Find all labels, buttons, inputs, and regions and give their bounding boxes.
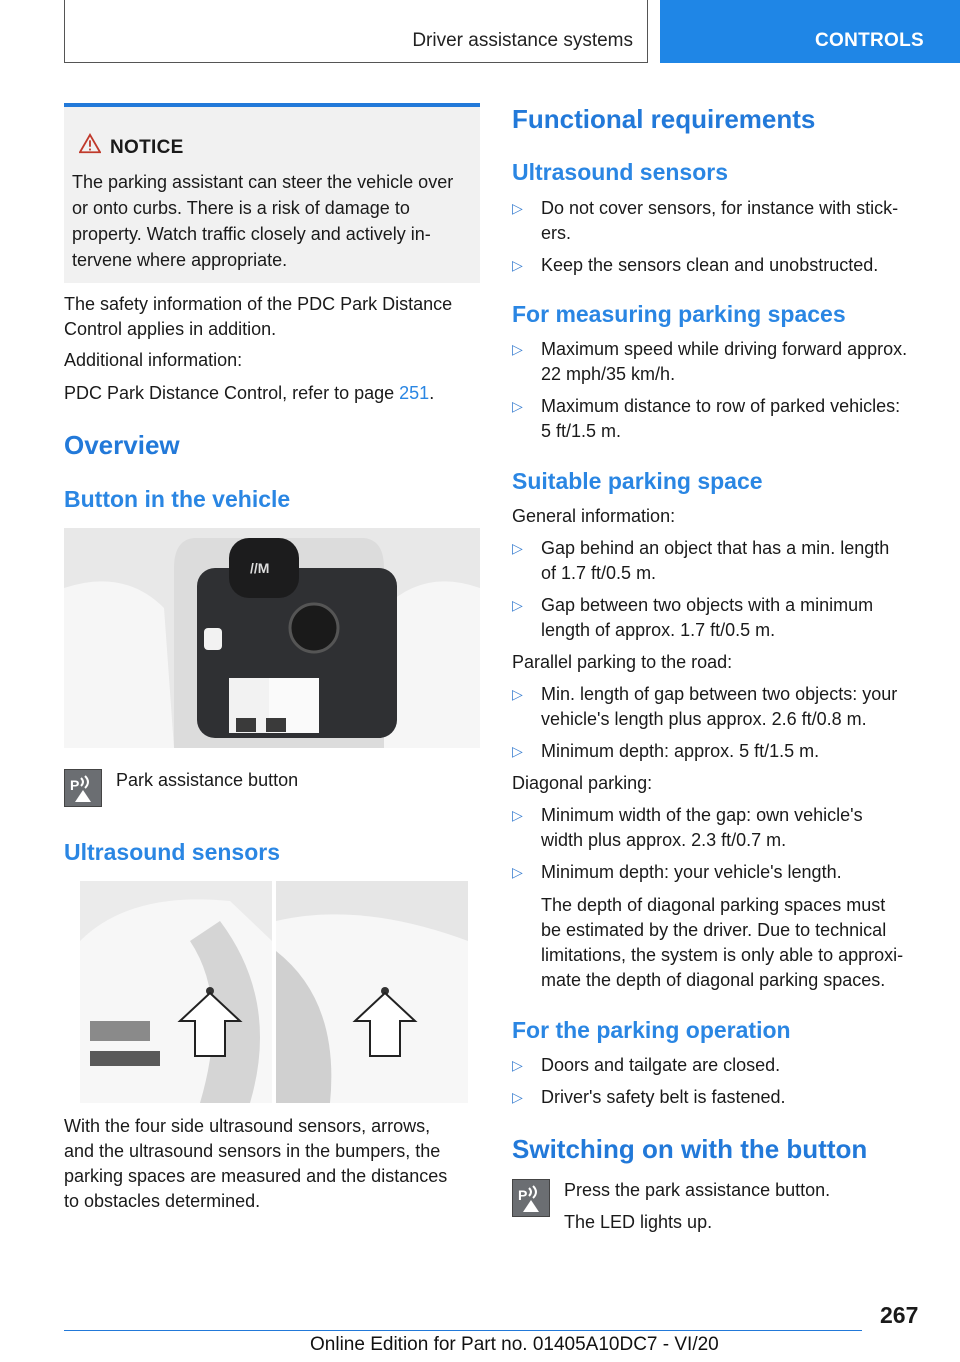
pdc-ref-text: PDC Park Distance Control, refer to page bbox=[64, 383, 400, 403]
text-line: The LED lights up. bbox=[564, 1212, 713, 1232]
text-line: Driver's safety belt is fastened. bbox=[541, 1087, 786, 1107]
ultrasound-sensors-image bbox=[80, 881, 468, 1103]
pdc-reference bbox=[64, 381, 434, 406]
bullet-triangle-icon: ▷ bbox=[512, 1089, 523, 1105]
bullet-triangle-icon: ▷ bbox=[512, 743, 523, 759]
text-line: mate the depth of diagonal parking spaces. bbox=[541, 970, 886, 990]
button-in-vehicle-heading: Button in the vehicle bbox=[64, 486, 291, 512]
bullet-triangle-icon: ▷ bbox=[512, 200, 523, 216]
diagonal-depth-note bbox=[541, 893, 932, 993]
suitable-parking-space-heading: Suitable parking space bbox=[512, 468, 763, 494]
text-line: 5 ft/1.5 m. bbox=[541, 421, 622, 441]
text-line: 22 mph/35 km/h. bbox=[541, 364, 676, 384]
svg-text://M: //M bbox=[250, 560, 270, 576]
switching-on-heading: Switching on with the button bbox=[512, 1134, 868, 1164]
page-link-251[interactable]: 251 bbox=[399, 383, 430, 403]
header-section-box bbox=[64, 0, 648, 63]
notice-line: tervene where appropriate. bbox=[72, 250, 288, 270]
text-line: of 1.7 ft/0.5 m. bbox=[541, 563, 657, 583]
text-line: Minimum depth: your vehicle's length. bbox=[541, 862, 842, 882]
page-number: 267 bbox=[880, 1302, 919, 1328]
footer-divider bbox=[64, 1330, 862, 1331]
center-console-image bbox=[64, 528, 480, 748]
text-line: The safety information of the PDC Park Distance bbox=[64, 294, 453, 314]
text-line: Min. length of gap between two objects: your bbox=[541, 684, 898, 704]
header-section-title: Driver assistance systems bbox=[412, 30, 633, 51]
center-console-illustration bbox=[64, 528, 480, 748]
text-line: Maximum speed while driving forward approx. bbox=[541, 339, 908, 359]
text-line: Press the park assistance button. bbox=[564, 1180, 831, 1200]
park-assist-symbol bbox=[513, 1180, 549, 1216]
text-line: Keep the sensors clean and unobstructed. bbox=[541, 255, 879, 275]
bullet-triangle-icon: ▷ bbox=[512, 398, 523, 414]
header-chapter-title: CONTROLS bbox=[815, 30, 925, 51]
text-line: be estimated by the driver. Due to technical bbox=[541, 920, 887, 940]
bullet-triangle-icon: ▷ bbox=[512, 341, 523, 357]
park-assist-symbol bbox=[65, 770, 101, 806]
notice-line: property. Watch traffic closely and actively in‐ bbox=[72, 224, 431, 244]
bullet-triangle-icon: ▷ bbox=[512, 864, 523, 880]
vehicle-sensor-illustration bbox=[80, 881, 468, 1103]
measuring-parking-spaces-heading: For measuring parking spaces bbox=[512, 301, 846, 327]
park-assistance-button-caption: Park assistance button bbox=[116, 770, 299, 790]
text-line: to obstacles determined. bbox=[64, 1191, 261, 1211]
additional-info-label: Additional information: bbox=[64, 350, 243, 370]
ultrasound-description bbox=[64, 1114, 447, 1214]
text-line: The depth of diagonal parking spaces must bbox=[541, 895, 886, 915]
park-assistance-button-icon bbox=[512, 1179, 550, 1217]
safety-info-paragraph bbox=[64, 292, 452, 342]
text-line: Gap between two objects with a minimum bbox=[541, 595, 874, 615]
functional-requirements-heading: Functional requirements bbox=[512, 104, 816, 134]
text-line: Control applies in addition. bbox=[64, 319, 277, 339]
text-line: Minimum depth: approx. 5 ft/1.5 m. bbox=[541, 741, 820, 761]
notice-text bbox=[72, 169, 476, 273]
general-info-label: General information: bbox=[512, 506, 676, 526]
park-assistance-button-icon bbox=[64, 769, 102, 807]
text-line: Do not cover sensors, for instance with stick‐ bbox=[541, 198, 899, 218]
text-line: ers. bbox=[541, 223, 572, 243]
notice-box bbox=[64, 103, 480, 283]
notice-title: NOTICE bbox=[110, 137, 184, 158]
svg-text:P: P bbox=[518, 1187, 528, 1203]
text-line: Maximum distance to row of parked vehicles: bbox=[541, 396, 901, 416]
text-line: width plus approx. 2.3 ft/0.7 m. bbox=[541, 830, 787, 850]
overview-heading: Overview bbox=[64, 430, 180, 460]
ultrasound-sensors-heading-right: Ultrasound sensors bbox=[512, 159, 728, 185]
text-line: vehicle's length plus approx. 2.6 ft/0.8 m. bbox=[541, 709, 867, 729]
text-line: limitations, the system is only able to approxi‐ bbox=[541, 945, 904, 965]
text-line: Gap behind an object that has a min. length bbox=[541, 538, 890, 558]
bullet-triangle-icon: ▷ bbox=[512, 257, 523, 273]
text-line: parking spaces are measured and the distances bbox=[64, 1166, 448, 1186]
switch-on-instructions bbox=[564, 1178, 830, 1235]
text-line: length of approx. 1.7 ft/0.5 m. bbox=[541, 620, 776, 640]
ultrasound-sensors-heading-left: Ultrasound sensors bbox=[64, 839, 280, 865]
pdc-ref-suffix: . bbox=[429, 383, 435, 403]
bullet-triangle-icon: ▷ bbox=[512, 597, 523, 613]
bullet-triangle-icon: ▷ bbox=[512, 686, 523, 702]
header-chapter-tab bbox=[660, 0, 960, 63]
svg-text:P: P bbox=[70, 777, 80, 793]
diagonal-parking-label: Diagonal parking: bbox=[512, 773, 653, 793]
text-line: Doors and tailgate are closed. bbox=[541, 1055, 781, 1075]
notice-line: The parking assistant can steer the vehicle over bbox=[72, 172, 454, 192]
bullet-triangle-icon: ▷ bbox=[512, 807, 523, 823]
bullet-triangle-icon: ▷ bbox=[512, 1057, 523, 1073]
text-line: and the ultrasound sensors in the bumpers, the bbox=[64, 1141, 441, 1161]
parking-operation-heading: For the parking operation bbox=[512, 1017, 791, 1043]
parallel-parking-label: Parallel parking to the road: bbox=[512, 652, 733, 672]
text-line: With the four side ultrasound sensors, arrows, bbox=[64, 1116, 431, 1136]
notice-line: or onto curbs. There is a risk of damage to bbox=[72, 198, 410, 218]
bullet-triangle-icon: ▷ bbox=[512, 540, 523, 556]
warning-icon bbox=[79, 133, 101, 155]
edition-label: Online Edition for Part no. 01405A10DC7 - VI/20 bbox=[310, 1334, 719, 1355]
text-line: Minimum width of the gap: own vehicle's bbox=[541, 805, 863, 825]
